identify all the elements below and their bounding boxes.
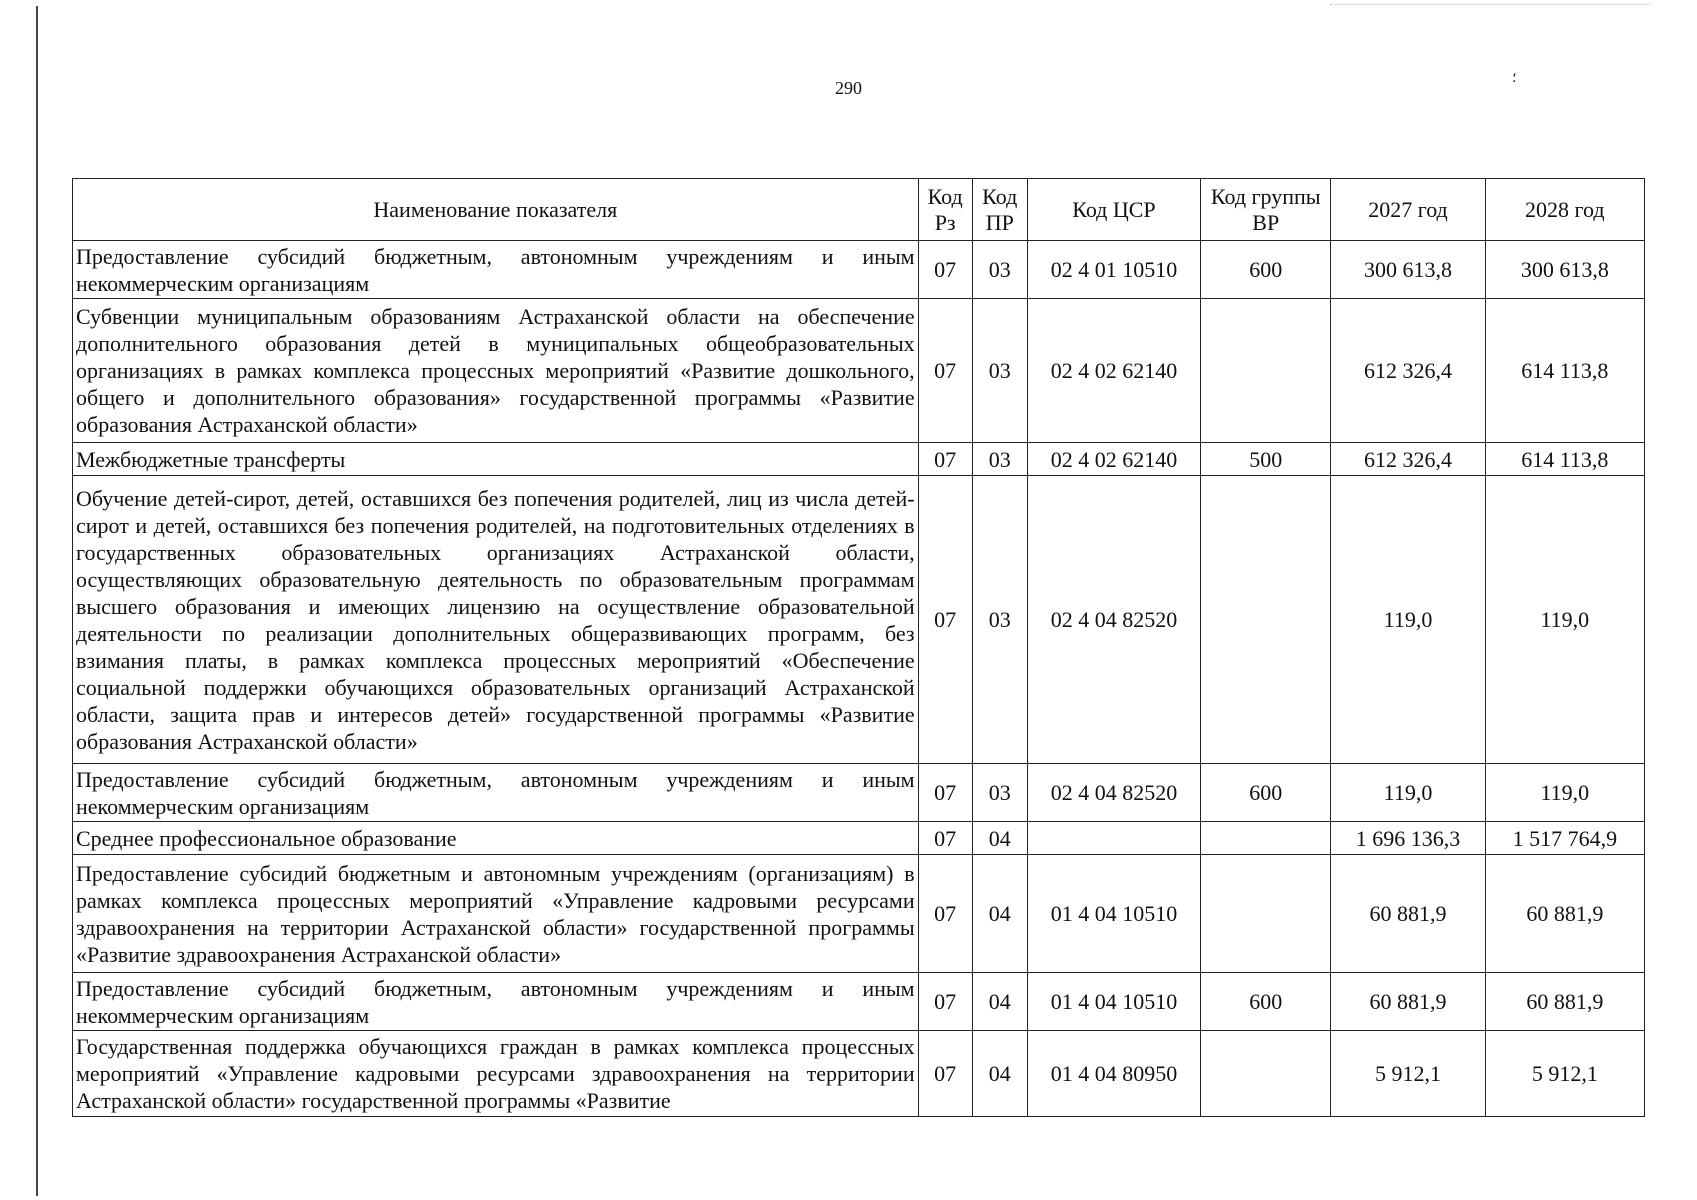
- row-rz: 07: [918, 973, 972, 1031]
- row-pr: 03: [972, 299, 1027, 443]
- row-vr: [1201, 1031, 1331, 1117]
- row-csr: 01 4 04 80950: [1027, 1031, 1200, 1117]
- row-rz: 07: [918, 299, 972, 443]
- row-csr: 02 4 02 62140: [1027, 443, 1200, 476]
- row-csr: 01 4 04 10510: [1027, 855, 1200, 973]
- table-row: [73, 241, 1645, 299]
- row-name: Субвенции муниципальным образованиям Астраханской области на обеспечение дополнительного образования детей в муниципальных общеобразовательных организациях в рамках комплекса процессных мероприятий «Развитие дошкольного, общего и дополнительного образования» государственной программы «Развитие образования Астраханской области»: [73, 299, 919, 443]
- row-pr: 04: [972, 1031, 1027, 1117]
- row-pr: 04: [972, 822, 1027, 855]
- row-2028: 119,0: [1485, 476, 1644, 764]
- row-pr: 03: [972, 443, 1027, 476]
- row-name: Предоставление субсидий бюджетным, автономным учреждениям и иным некоммерческим организациям: [73, 764, 919, 822]
- row-vr: 600: [1201, 764, 1331, 822]
- row-name: Государственная поддержка обучающихся граждан в рамках комплекса процессных мероприятий «Управление кадровыми ресурсами здравоохранения на территории Астраханской области» государственной программы «Развитие: [73, 1031, 919, 1117]
- table-row: [73, 764, 1645, 822]
- row-name: Предоставление субсидий бюджетным, автономным учреждениям и иным некоммерческим организациям: [73, 973, 919, 1031]
- table-row: [73, 1031, 1645, 1117]
- row-2027: 5 912,1: [1331, 1031, 1485, 1117]
- header-rz: Код Рз: [918, 179, 972, 241]
- row-2027: 60 881,9: [1331, 855, 1485, 973]
- row-csr: 02 4 04 82520: [1027, 764, 1200, 822]
- row-vr: 600: [1201, 973, 1331, 1031]
- row-2028: 5 912,1: [1485, 1031, 1644, 1117]
- row-2028: 119,0: [1485, 764, 1644, 822]
- row-rz: 07: [918, 764, 972, 822]
- row-vr: [1201, 822, 1331, 855]
- row-csr: 02 4 01 10510: [1027, 241, 1200, 299]
- row-vr: 500: [1201, 443, 1331, 476]
- row-2027: 612 326,4: [1331, 299, 1485, 443]
- row-name: Среднее профессиональное образование: [73, 822, 919, 855]
- row-name: Предоставление субсидий бюджетным, автономным учреждениям и иным некоммерческим организациям: [73, 241, 919, 299]
- scan-margin-line: [36, 6, 38, 1196]
- row-pr: 03: [972, 241, 1027, 299]
- budget-table: [72, 178, 1645, 1117]
- header-2028: 2028 год: [1485, 179, 1644, 241]
- row-vr: [1201, 476, 1331, 764]
- row-pr: 03: [972, 476, 1027, 764]
- row-2027: 612 326,4: [1331, 443, 1485, 476]
- row-rz: 07: [918, 241, 972, 299]
- row-2028: 300 613,8: [1485, 241, 1644, 299]
- scan-artifact: [1330, 4, 1650, 6]
- row-2028: 614 113,8: [1485, 443, 1644, 476]
- row-vr: 600: [1201, 241, 1331, 299]
- row-name: Предоставление субсидий бюджетным и автономным учреждениям (организациям) в рамках комплекса процессных мероприятий «Управление кадровыми ресурсами здравоохранения на территории Астраханской области» государственной программы «Развитие здравоохранения Астраханской области»: [73, 855, 919, 973]
- row-rz: 07: [918, 443, 972, 476]
- header-name: Наименование показателя: [73, 179, 919, 241]
- header-2027: 2027 год: [1331, 179, 1485, 241]
- row-2027: 60 881,9: [1331, 973, 1485, 1031]
- row-2027: 119,0: [1331, 764, 1485, 822]
- row-2028: 1 517 764,9: [1485, 822, 1644, 855]
- row-rz: 07: [918, 855, 972, 973]
- row-pr: 04: [972, 973, 1027, 1031]
- row-2027: 300 613,8: [1331, 241, 1485, 299]
- row-2028: 60 881,9: [1485, 973, 1644, 1031]
- row-rz: 07: [918, 822, 972, 855]
- row-rz: 07: [918, 1031, 972, 1117]
- table-row: [73, 299, 1645, 443]
- row-name: Межбюджетные трансферты: [73, 443, 919, 476]
- row-csr: 01 4 04 10510: [1027, 973, 1200, 1031]
- page-number-text: 290: [835, 78, 862, 98]
- row-rz: 07: [918, 476, 972, 764]
- table-header-row: [73, 179, 1645, 241]
- corner-mark: ؛: [1512, 71, 1517, 86]
- row-2027: 119,0: [1331, 476, 1485, 764]
- row-vr: [1201, 855, 1331, 973]
- row-pr: 03: [972, 764, 1027, 822]
- table-row: [73, 855, 1645, 973]
- row-2028: 614 113,8: [1485, 299, 1644, 443]
- row-pr: 04: [972, 855, 1027, 973]
- header-csr: Код ЦСР: [1027, 179, 1200, 241]
- row-vr: [1201, 299, 1331, 443]
- table-row: [73, 476, 1645, 764]
- row-csr: [1027, 822, 1200, 855]
- header-vr: Код группы ВР: [1201, 179, 1331, 241]
- header-pr: Код ПР: [972, 179, 1027, 241]
- table-row: [73, 443, 1645, 476]
- row-csr: 02 4 02 62140: [1027, 299, 1200, 443]
- row-2027: 1 696 136,3: [1331, 822, 1485, 855]
- row-2028: 60 881,9: [1485, 855, 1644, 973]
- page-number: [0, 78, 1697, 99]
- table-row: [73, 973, 1645, 1031]
- row-name: Обучение детей-сирот, детей, оставшихся без попечения родителей, лиц из числа детей-сирот и детей, оставшихся без попечения родителей, на подготовительных отделениях в государственных образовательных организациях Астраханской области, осуществляющих образовательную деятельность по образовательным программам высшего образования и имеющих лицензию на осуществление образовательной деятельности по реализации дополнительных общеразвивающих программ, без взимания платы, в рамках комплекса процессных мероприятий «Обеспечение социальной поддержки обучающихся образовательных организаций Астраханской области, защита прав и интересов детей» государственной программы «Развитие образования Астраханской области»: [73, 476, 919, 764]
- row-csr: 02 4 04 82520: [1027, 476, 1200, 764]
- table-row: [73, 822, 1645, 855]
